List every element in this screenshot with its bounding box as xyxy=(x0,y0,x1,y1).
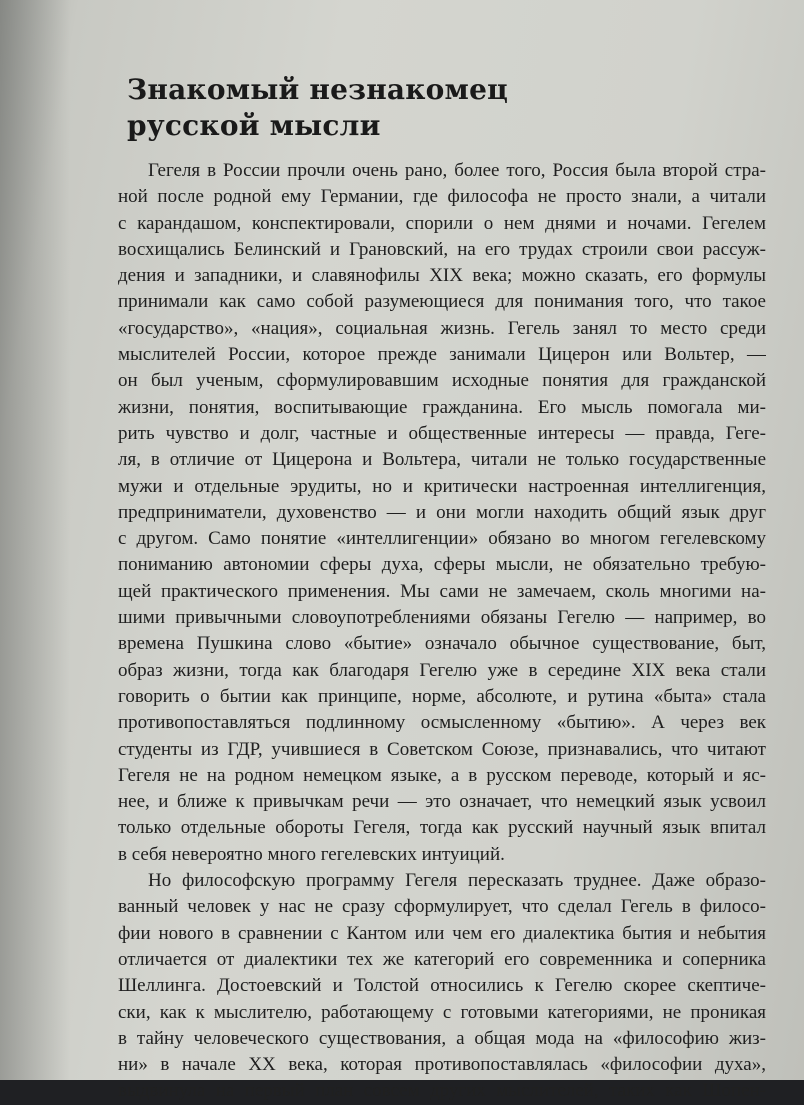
chapter-title xyxy=(127,72,647,144)
text-line: мыслителей России, которое прежде занимали Цицерон или Вольтер, — xyxy=(118,344,766,366)
text-line: пониманию автономии сферы духа, сферы мысли, не обязательно требую- xyxy=(118,554,766,576)
text-line: отличается от диалектики тех же категорий его современника и соперника xyxy=(118,948,766,970)
text-line: предприниматели, духовенство — и они могли находить общий язык друг xyxy=(118,501,766,523)
text-line: ной после родной ему Германии, где философа не просто знали, а читали xyxy=(118,186,766,208)
body-text xyxy=(118,158,766,1105)
text-line: противопоставляться подлинному осмысленному «бытию». А через век xyxy=(118,712,766,734)
chapter-title-line-2: русской мысли xyxy=(127,109,381,142)
text-line: щей практического применения. Мы сами не замечаем, сколь многими на- xyxy=(118,580,766,602)
text-line: дения и западники, и славянофилы XIX века; можно сказать, его формулы xyxy=(118,265,766,287)
text-line: нее, и ближе к привычкам речи — это означает, что немецкий язык усвоил xyxy=(118,791,766,813)
text-line: Гегеля в России прочли очень рано, более того, Россия была второй стра- xyxy=(148,160,766,181)
text-line: жизни, понятия, воспитывающие гражданина. Его мысль помогала ми- xyxy=(118,396,766,418)
text-line: Шеллинга. Достоевский и Толстой относились к Гегелю скорее скептиче- xyxy=(118,975,766,997)
text-line: с карандашом, конспектировали, спорили о нем днями и ночами. Гегелем xyxy=(118,212,766,234)
text-line: шими привычными словоупотреблениями обязаны Гегелю — например, во xyxy=(118,607,766,629)
chapter-title-line-1: Знакомый незнакомец xyxy=(127,73,508,106)
text-line: ванный человек у нас не сразу сформулирует, что сделал Гегель в филосо- xyxy=(118,896,766,918)
text-line: восхищались Белинский и Грановский, на его трудах строили свои рассуж- xyxy=(118,238,766,260)
spine-shadow xyxy=(0,0,70,1080)
text-line: выдвинула на первый план совсем других мыслителей, таких как Шопен- xyxy=(118,1080,766,1102)
text-line: он был ученым, сформулировавшим исходные понятия для гражданской xyxy=(118,370,766,392)
text-line: с другом. Само понятие «интеллигенции» обязано во многом гегелевскому xyxy=(118,528,766,550)
text-line: мужи и отдельные эрудиты, но и критически настроенная интеллигенция, xyxy=(118,475,766,497)
text-line: времена Пушкина слово «бытие» означало обычное существование, быт, xyxy=(118,633,766,655)
text-line: образ жизни, тогда как благодаря Гегелю уже в середине XIX века стали xyxy=(118,659,766,681)
text-line: Но философскую программу Гегеля пересказать труднее. Даже образо- xyxy=(148,870,766,892)
text-line: рить чувство и долг, частные и общественные интересы — правда, Геге- xyxy=(118,422,766,444)
text-line: ля, в отличие от Цицерона и Вольтера, читали не только государственные xyxy=(118,449,766,471)
text-line: говорить о бытии как принципе, норме, абсолюте, и рутина «быта» стала xyxy=(118,685,766,707)
text-line: только отдельные обороты Гегеля, тогда как русский научный язык впитал xyxy=(118,817,766,839)
text-line: в тайну человеческого существования, а общая мода на «философию жиз- xyxy=(118,1027,766,1049)
text-line: ски, как к мыслителю, работающему с готовыми категориями, не проникая xyxy=(118,1001,766,1023)
text-line: ни» в начале XX века, которая противопоставлялась «философии духа», xyxy=(118,1054,766,1076)
text-line: фии нового в сравнении с Кантом или чем его диалектика бытия и небытия xyxy=(118,922,766,944)
text-line: «государство», «нация», социальная жизнь. Гегель занял то место среди xyxy=(118,317,766,339)
text-line: Гегеля не на родном немецком языке, а в русском переводе, который и яс- xyxy=(118,764,766,786)
text-line: в себя невероятно много гегелевских интуиций. xyxy=(118,843,505,865)
text-line: студенты из ГДР, учившиеся в Советском Союзе, признавались, что читают xyxy=(118,738,766,760)
text-line: принимали как само собой разумеющиеся для понимания того, что такое xyxy=(118,291,766,313)
